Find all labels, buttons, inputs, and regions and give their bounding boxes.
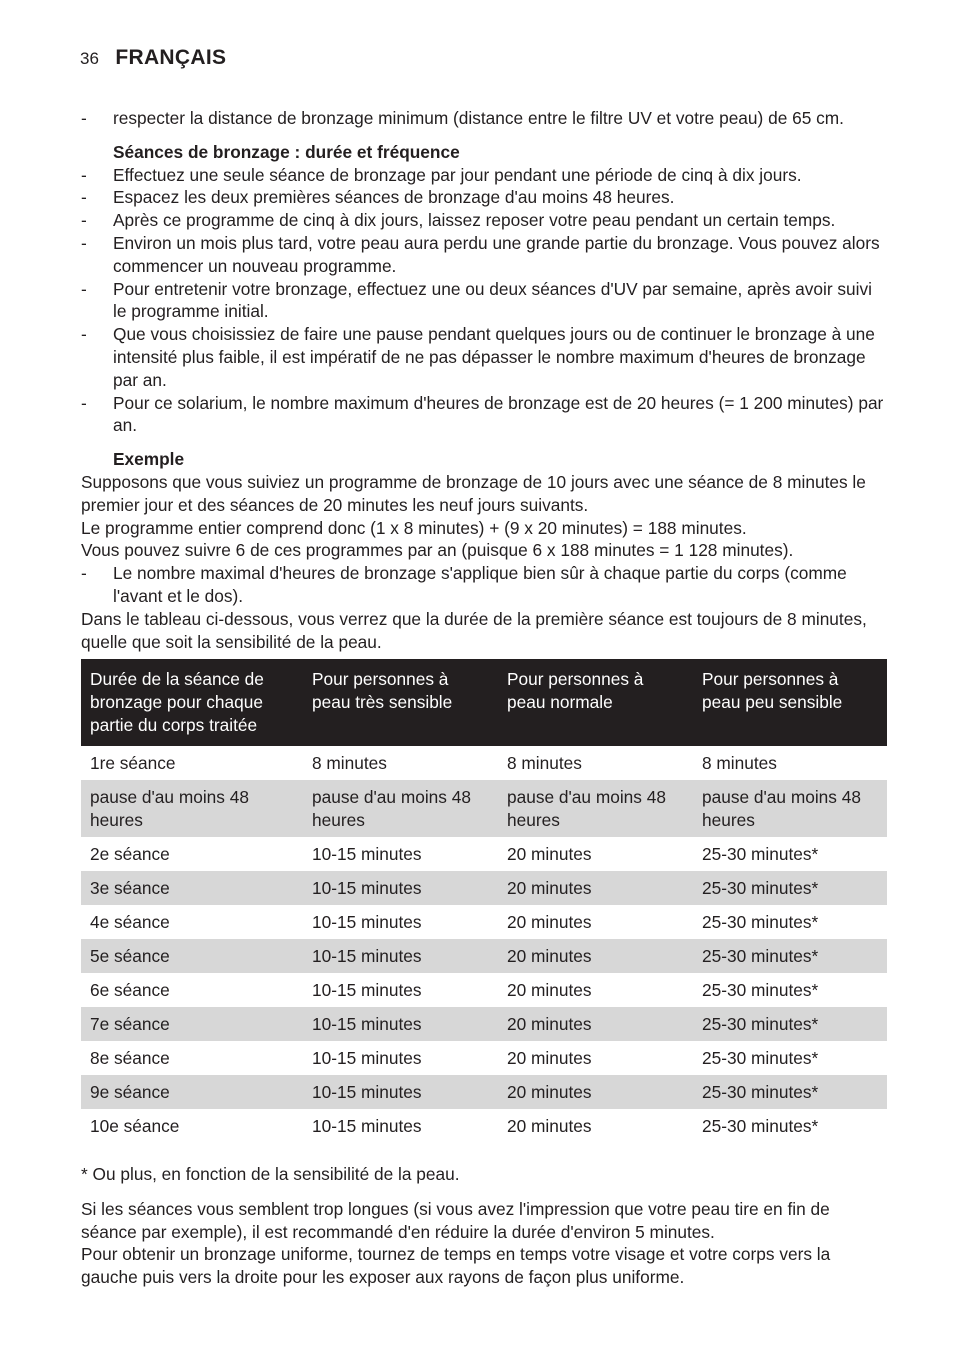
- table-cell: 10-15 minutes: [312, 1048, 422, 1068]
- table-row: [81, 837, 887, 871]
- table-cell: 6e séance: [90, 980, 170, 1000]
- table-row: [81, 780, 887, 837]
- table-cell: 8e séance: [90, 1048, 170, 1068]
- table-row: [81, 871, 887, 905]
- table-cell: 5e séance: [81, 939, 303, 973]
- table-cell: 25-30 minutes*: [702, 1048, 819, 1068]
- list-item: - Pour ce solarium, le nombre maximum d'heures de bronzage est de 20 heures (= 1 200 minutes) par an.: [81, 392, 884, 436]
- table-row: [81, 1007, 887, 1041]
- table-row: [81, 939, 887, 973]
- list-item: - Pour entretenir votre bronzage, effectuez une ou deux séances d'UV par semaine, après avoir suivi le programme initial.: [81, 278, 872, 322]
- table-cell: 1re séance: [90, 753, 176, 773]
- list-item: - Environ un mois plus tard, votre peau aura perdu une grande partie du bronzage. Vous pouvez alors commencer un nouveau programme.: [81, 232, 880, 276]
- list-item: - respecter la distance de bronzage minimum (distance entre le filtre UV et votre peau) de 65 cm.: [81, 108, 844, 128]
- table-cell: 7e séance: [81, 1007, 303, 1041]
- table-cell: 20 minutes: [507, 980, 592, 1000]
- example-paragraph: Supposons que vous suiviez un programme de bronzage de 10 jours avec une séance de 8 minutes le premier jour et des séances de 20 minutes les neuf jours suivants.: [81, 471, 866, 515]
- list-item: - Que vous choisissiez de faire une pause pendant quelques jours ou de continuer le bronzage à une intensité plus faible, il est impératif de ne pas dépasser le nombre maximum d'heures de bronzage par an.: [81, 324, 875, 390]
- table-cell: 25-30 minutes*: [702, 1116, 819, 1136]
- table-cell: pause d'au moins 48 heures: [303, 780, 498, 837]
- table-row: [81, 1041, 887, 1075]
- table-cell: pause d'au moins 48 heures: [498, 780, 693, 837]
- example-paragraph: Le programme entier comprend donc (1 x 8 minutes) + (9 x 20 minutes) = 188 minutes.: [81, 517, 747, 538]
- language-heading: FRANÇAIS: [115, 46, 227, 69]
- table-cell: 25-30 minutes*: [693, 871, 887, 905]
- table-cell: pause d'au moins 48 heures: [81, 780, 303, 837]
- table-cell: 20 minutes: [507, 844, 592, 864]
- table-cell: 10e séance: [90, 1116, 180, 1136]
- table-cell: 10-15 minutes: [303, 1007, 498, 1041]
- table-cell: pause d'au moins 48 heures: [693, 780, 887, 837]
- table-cell: 9e séance: [81, 1075, 303, 1109]
- main-content: [81, 107, 887, 653]
- table-cell: 10-15 minutes: [312, 980, 422, 1000]
- page-header: [80, 46, 226, 74]
- table-row: [81, 746, 887, 780]
- table-cell: 25-30 minutes*: [702, 844, 819, 864]
- table-cell: 10-15 minutes: [303, 1075, 498, 1109]
- tanning-schedule-table: [81, 659, 887, 1143]
- column-header: Pour personnes à peau peu sensible: [693, 659, 887, 746]
- footnote: * Ou plus, en fonction de la sensibilité de la peau.: [81, 1164, 460, 1184]
- table-cell: 20 minutes: [498, 1007, 693, 1041]
- table-cell: 20 minutes: [498, 939, 693, 973]
- column-header: Pour personnes à peau normale: [498, 659, 693, 746]
- footer-notes: [81, 1163, 887, 1289]
- list-item: - Après ce programme de cinq à dix jours, laissez reposer votre peau pendant un certain temps.: [81, 210, 836, 231]
- list-item: - Le nombre maximal d'heures de bronzage s'applique bien sûr à chaque partie du corps (comme l'avant et le dos).: [81, 563, 847, 606]
- intro-bullet-text: respecter la distance de bronzage minimum (distance entre le filtre UV et votre peau) de 65 cm.: [113, 108, 844, 128]
- table-cell: 3e séance: [81, 871, 303, 905]
- table-cell: 25-30 minutes*: [693, 1007, 887, 1041]
- page-number: 36: [80, 49, 99, 68]
- example-paragraph: Vous pouvez suivre 6 de ces programmes par an (puisque 6 x 188 minutes = 1 128 minutes).: [81, 540, 794, 561]
- table-cell: 20 minutes: [498, 871, 693, 905]
- table-cell: 25-30 minutes*: [693, 939, 887, 973]
- table-cell: 8 minutes: [507, 753, 582, 773]
- column-header: Durée de la séance de bronzage pour chaque partie du corps traitée: [81, 659, 303, 746]
- table-cell: 20 minutes: [507, 1116, 592, 1136]
- table-cell: 8 minutes: [312, 753, 387, 773]
- table-row: [81, 905, 887, 939]
- section-title-sessions: Séances de bronzage : durée et fréquence: [113, 141, 460, 162]
- table-header-row: [81, 659, 887, 746]
- closing-paragraph: Pour obtenir un bronzage uniforme, tournez de temps en temps votre visage et votre corps vers la gauche puis vers la droite pour les exposer aux rayons de façon plus uniforme.: [81, 1244, 831, 1288]
- column-header: Pour personnes à peau très sensible: [303, 659, 498, 746]
- table-row: [81, 1075, 887, 1109]
- example-paragraph: Dans le tableau ci-dessous, vous verrez que la durée de la première séance est toujours de 8 minutes, quelle que soit la sensibilité de la peau.: [81, 608, 867, 652]
- table-cell: 25-30 minutes*: [693, 1075, 887, 1109]
- table-cell: 8 minutes: [702, 753, 777, 773]
- table-cell: 25-30 minutes*: [702, 912, 819, 932]
- table-cell: 10-15 minutes: [303, 939, 498, 973]
- table-row: [81, 973, 887, 1007]
- table-cell: 10-15 minutes: [312, 844, 422, 864]
- table-cell: 20 minutes: [498, 1075, 693, 1109]
- table-cell: 10-15 minutes: [303, 871, 498, 905]
- list-item: - Effectuez une seule séance de bronzage par jour pendant une période de cinq à dix jours.: [81, 164, 802, 185]
- closing-paragraph: Si les séances vous semblent trop longues (si vous avez l'impression que votre peau tire en fin de séance par exemple), il est recommandé d'en réduire la durée d'environ 5 minutes.: [81, 1198, 830, 1242]
- table-cell: 20 minutes: [507, 1048, 592, 1068]
- section-title-example: Exemple: [113, 449, 185, 470]
- table-cell: 25-30 minutes*: [702, 980, 819, 1000]
- table-cell: 4e séance: [90, 912, 170, 932]
- table-cell: 2e séance: [90, 844, 170, 864]
- table-row: [81, 1109, 887, 1143]
- table-cell: 20 minutes: [507, 912, 592, 932]
- table-cell: 10-15 minutes: [312, 1116, 422, 1136]
- list-item: - Espacez les deux premières séances de bronzage d'au moins 48 heures.: [81, 187, 675, 208]
- table-cell: 10-15 minutes: [312, 912, 422, 932]
